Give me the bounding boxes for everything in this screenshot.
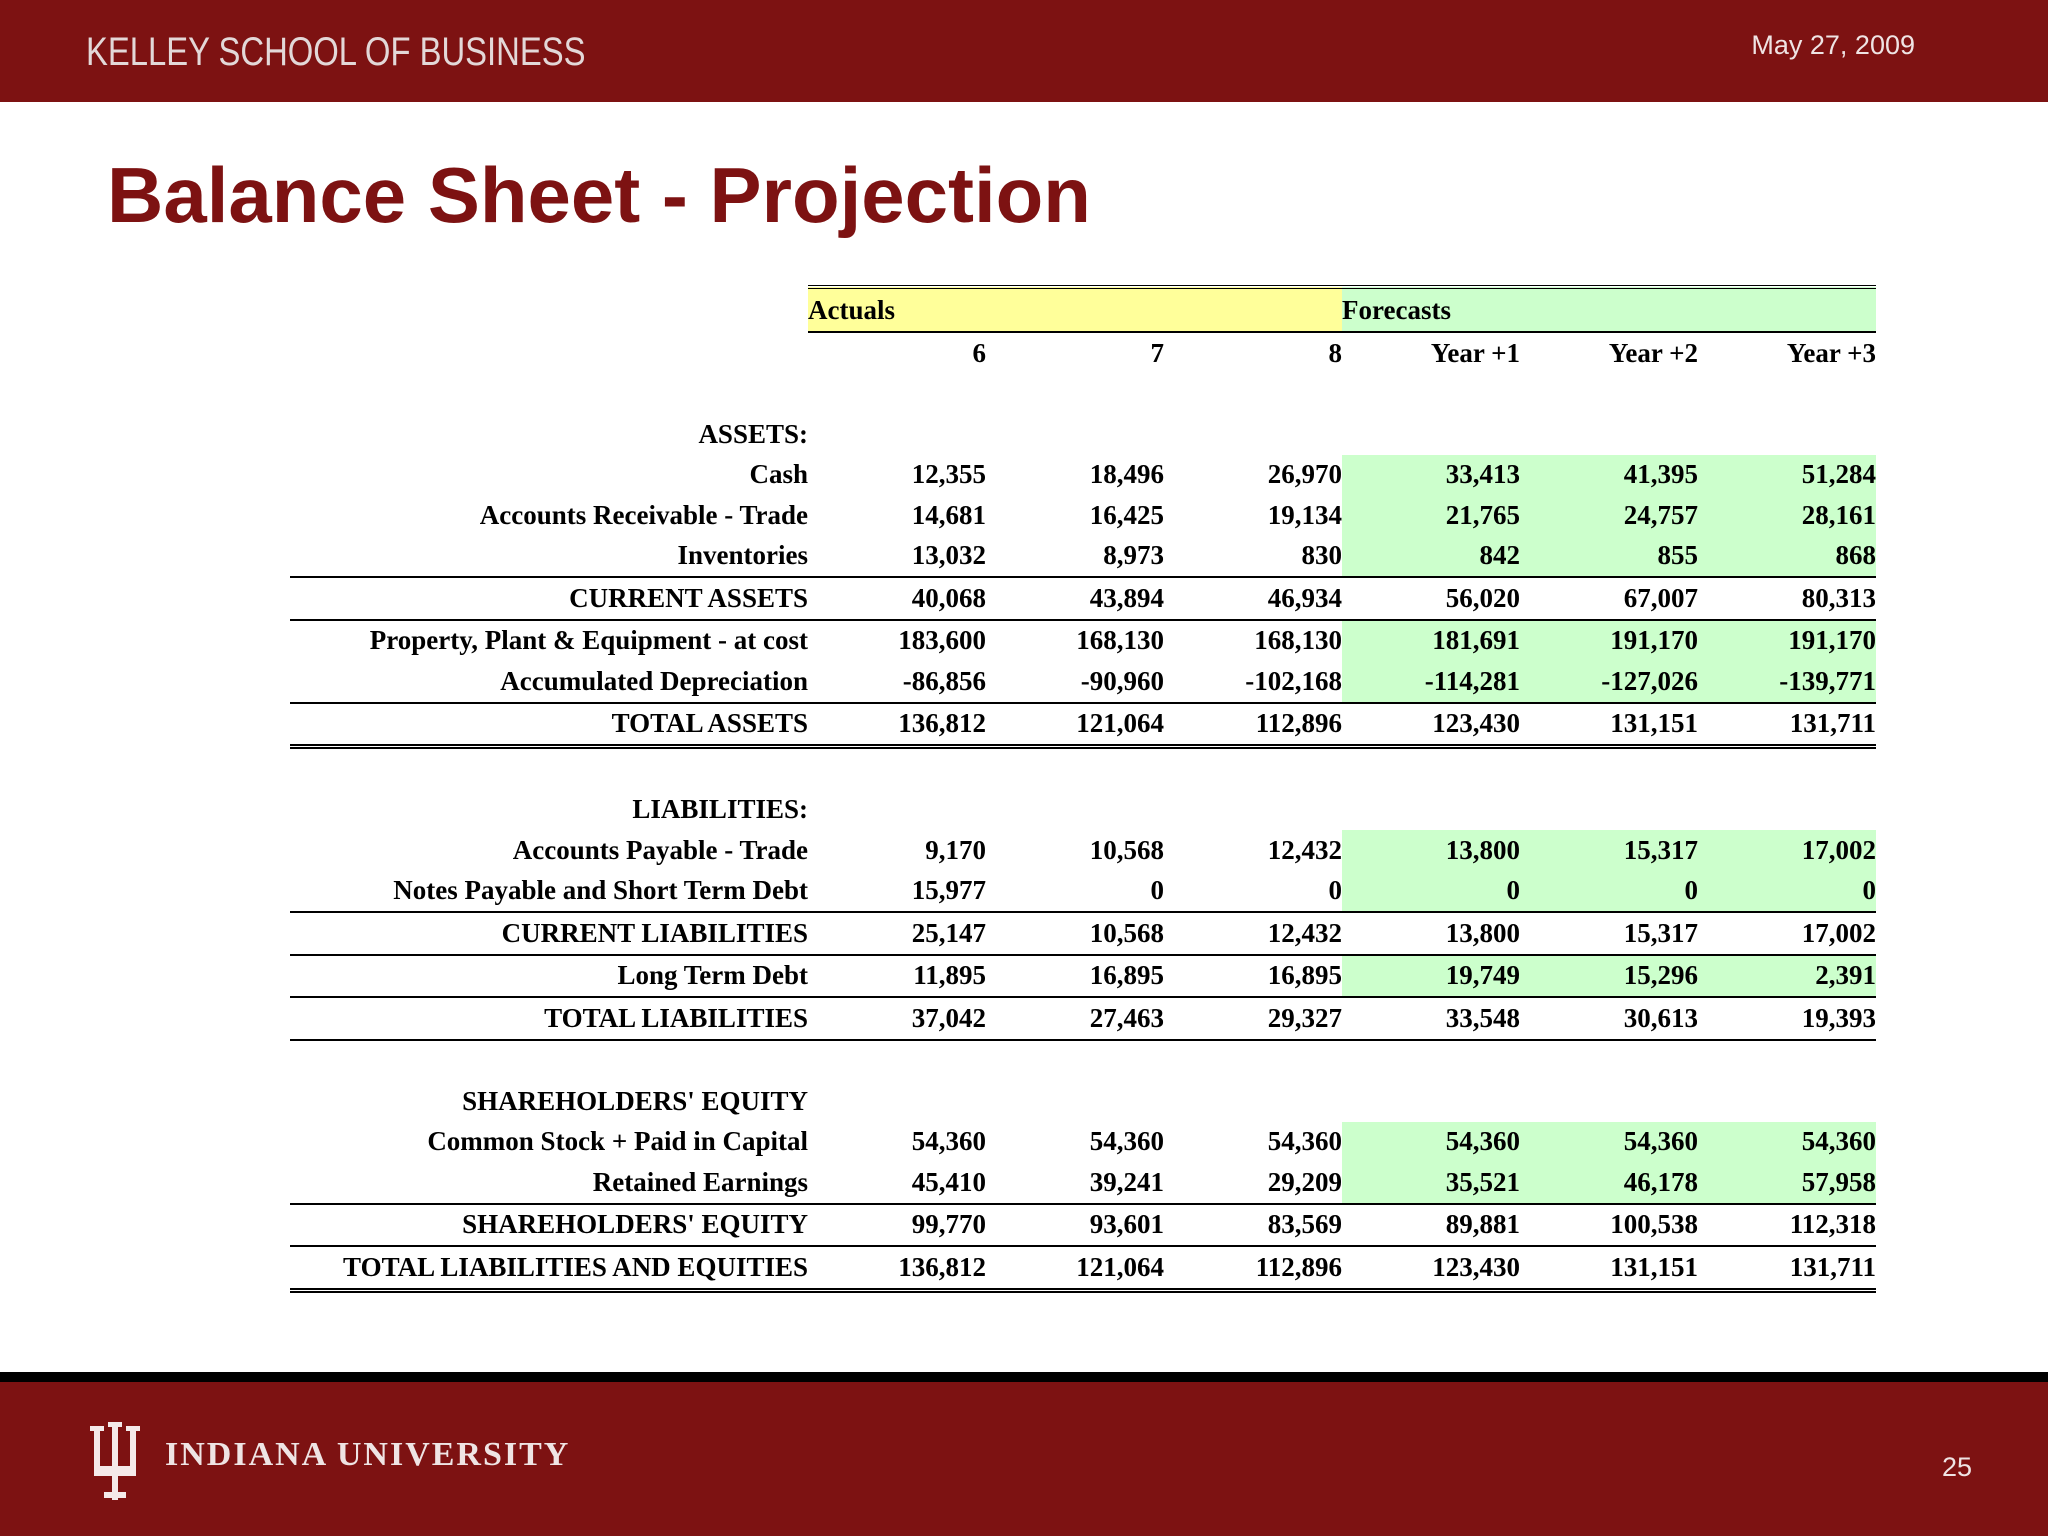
table-row	[290, 536, 1876, 578]
row-label: Accounts Payable - Trade	[512, 834, 808, 865]
value-cell: 123,430	[1342, 703, 1520, 747]
value-cell: 181,691	[1342, 620, 1520, 662]
value-cell: 29,327	[1164, 997, 1342, 1040]
value-cell: 191,170	[1698, 620, 1876, 662]
value-cell: -139,771	[1698, 661, 1876, 703]
value-cell: 29,209	[1164, 1162, 1342, 1204]
section-heading-row	[290, 790, 1876, 831]
value-cell: 11,895	[808, 955, 986, 998]
value-cell: 131,711	[1698, 1246, 1876, 1290]
value-cell: 54,360	[911, 1126, 986, 1157]
row-label: TOTAL LIABILITIES	[290, 997, 808, 1040]
header-bar	[0, 0, 2048, 102]
value-cell: 33,548	[1342, 997, 1520, 1040]
school-name: KELLEY SCHOOL OF BUSINESS	[86, 30, 586, 74]
column-header-row	[290, 332, 1876, 374]
value-cell: 123,430	[1342, 1246, 1520, 1290]
value-cell: 15,317	[1520, 912, 1698, 955]
value-cell: 121,064	[986, 703, 1164, 747]
value-cell: 17,002	[1698, 830, 1876, 871]
actuals-band: Actuals	[808, 287, 1342, 332]
value-cell: 37,042	[808, 997, 986, 1040]
footer-bar	[0, 1372, 2048, 1536]
value-cell: 168,130	[1076, 625, 1164, 656]
table-row	[290, 661, 1876, 703]
row-label: SHAREHOLDERS' EQUITY	[290, 1204, 808, 1247]
value-cell: 54,360	[1698, 1122, 1876, 1163]
value-cell: -114,281	[1342, 661, 1520, 703]
value-cell: 0	[1698, 871, 1876, 913]
value-cell: 14,681	[911, 499, 986, 530]
value-cell: 112,896	[1164, 1246, 1342, 1290]
table-row	[290, 1204, 1876, 1247]
section-heading-row	[290, 414, 1876, 455]
row-label: Accumulated Depreciation	[290, 661, 808, 703]
value-cell: 0	[1342, 871, 1520, 913]
row-label: Long Term Debt	[290, 955, 808, 998]
row-label: Cash	[749, 459, 808, 490]
value-cell: 99,770	[808, 1204, 986, 1247]
table-row	[290, 997, 1876, 1040]
page-number: 25	[1941, 1452, 1972, 1482]
row-label: Accounts Receivable - Trade	[479, 499, 808, 530]
row-label: Common Stock + Paid in Capital	[427, 1126, 808, 1157]
value-cell: -90,960	[986, 661, 1164, 703]
value-cell: 121,064	[986, 1246, 1164, 1290]
value-cell: 13,800	[1342, 830, 1520, 871]
value-cell: 25,147	[808, 912, 986, 955]
value-cell: 830	[1164, 536, 1342, 578]
value-cell: 0	[1520, 871, 1698, 913]
value-cell: 12,355	[911, 459, 986, 490]
value-cell: 45,410	[808, 1162, 986, 1204]
value-cell: 33,413	[1342, 455, 1520, 496]
table-row	[290, 871, 1876, 913]
period-band-row	[290, 287, 1876, 332]
value-cell: 16,895	[1164, 955, 1342, 998]
value-cell: 112,318	[1698, 1204, 1876, 1247]
value-cell: 54,360	[1342, 1122, 1520, 1163]
value-cell: 842	[1342, 536, 1520, 578]
value-cell: 27,463	[986, 997, 1164, 1040]
value-cell: 13,800	[1342, 912, 1520, 955]
section-heading: LIABILITIES:	[632, 794, 808, 825]
value-cell: 0	[1164, 871, 1342, 913]
value-cell: 2,391	[1698, 955, 1876, 998]
column-header: 7	[1150, 337, 1164, 368]
value-cell: 46,934	[1164, 577, 1342, 620]
column-header: 6	[972, 337, 986, 368]
value-cell: 93,601	[986, 1204, 1164, 1247]
row-label: CURRENT LIABILITIES	[290, 912, 808, 955]
value-cell: 16,425	[1089, 499, 1164, 530]
column-header: Year +3	[1786, 337, 1876, 368]
value-cell: 67,007	[1520, 577, 1698, 620]
value-cell: 41,395	[1520, 455, 1698, 496]
table-row	[290, 1122, 1876, 1163]
table-row	[290, 495, 1876, 536]
forecasts-band: Forecasts	[1342, 287, 1876, 332]
table-row	[290, 955, 1876, 998]
table-row	[290, 1162, 1876, 1204]
value-cell: 15,977	[808, 871, 986, 913]
value-cell: 855	[1520, 536, 1698, 578]
value-cell: -127,026	[1520, 661, 1698, 703]
row-label: Property, Plant & Equipment - at cost	[369, 625, 808, 656]
value-cell: 9,170	[925, 834, 986, 865]
value-cell: 131,151	[1520, 703, 1698, 747]
value-cell: 35,521	[1342, 1162, 1520, 1204]
value-cell: 100,538	[1520, 1204, 1698, 1247]
row-label: TOTAL LIABILITIES AND EQUITIES	[290, 1246, 808, 1290]
section-heading: ASSETS:	[698, 418, 808, 449]
table-row	[290, 1246, 1876, 1290]
value-cell: 868	[1698, 536, 1876, 578]
value-cell: 54,360	[1089, 1126, 1164, 1157]
value-cell: 136,812	[808, 703, 986, 747]
value-cell: 15,317	[1520, 830, 1698, 871]
table-row	[290, 455, 1876, 496]
value-cell: 16,895	[986, 955, 1164, 998]
row-label: TOTAL ASSETS	[290, 703, 808, 747]
value-cell: 39,241	[986, 1162, 1164, 1204]
value-cell: 46,178	[1520, 1162, 1698, 1204]
slide-title: Balance Sheet - Projection	[107, 151, 1091, 239]
value-cell: 112,896	[1164, 703, 1342, 747]
value-cell: 12,432	[1267, 834, 1342, 865]
value-cell: 28,161	[1698, 495, 1876, 536]
value-cell: 19,749	[1342, 955, 1520, 998]
value-cell: 51,284	[1698, 455, 1876, 496]
table-row	[290, 830, 1876, 871]
value-cell: 0	[986, 871, 1164, 913]
value-cell: 183,600	[898, 625, 986, 656]
value-cell: 19,393	[1698, 997, 1876, 1040]
value-cell: 131,711	[1698, 703, 1876, 747]
row-label: Retained Earnings	[290, 1162, 808, 1204]
table-row	[290, 703, 1876, 747]
value-cell: 54,360	[1267, 1126, 1342, 1157]
value-cell: 80,313	[1698, 577, 1876, 620]
table-row	[290, 577, 1876, 620]
value-cell: 24,757	[1520, 495, 1698, 536]
row-label: CURRENT ASSETS	[290, 577, 808, 620]
value-cell: 191,170	[1520, 620, 1698, 662]
value-cell: 43,894	[986, 577, 1164, 620]
value-cell: 10,568	[1089, 834, 1164, 865]
value-cell: 83,569	[1164, 1204, 1342, 1247]
iu-trident-logo	[86, 1422, 144, 1500]
column-header: Year +2	[1608, 337, 1698, 368]
value-cell: -86,856	[808, 661, 986, 703]
value-cell: 15,296	[1520, 955, 1698, 998]
column-header: 8	[1328, 337, 1342, 368]
value-cell: 40,068	[808, 577, 986, 620]
section-heading-row	[290, 1081, 1876, 1122]
balance-sheet-table	[290, 285, 1876, 1293]
value-cell: 10,568	[986, 912, 1164, 955]
table-row	[290, 620, 1876, 662]
value-cell: 21,765	[1342, 495, 1520, 536]
value-cell: 19,134	[1267, 499, 1342, 530]
value-cell: 18,496	[1089, 459, 1164, 490]
value-cell: -102,168	[1164, 661, 1342, 703]
row-label: Inventories	[290, 536, 808, 578]
value-cell: 17,002	[1698, 912, 1876, 955]
section-heading: SHAREHOLDERS' EQUITY	[462, 1085, 808, 1116]
value-cell: 131,151	[1520, 1246, 1698, 1290]
university-name: INDIANA UNIVERSITY	[165, 1436, 571, 1473]
value-cell: 89,881	[1342, 1204, 1520, 1247]
row-label: Notes Payable and Short Term Debt	[290, 871, 808, 913]
value-cell: 12,432	[1164, 912, 1342, 955]
value-cell: 57,958	[1698, 1162, 1876, 1204]
value-cell: 54,360	[1520, 1122, 1698, 1163]
table-row	[290, 912, 1876, 955]
value-cell: 136,812	[808, 1246, 986, 1290]
value-cell: 26,970	[1267, 459, 1342, 490]
column-header: Year +1	[1430, 337, 1520, 368]
value-cell: 168,130	[1254, 625, 1342, 656]
value-cell: 8,973	[986, 536, 1164, 578]
value-cell: 56,020	[1342, 577, 1520, 620]
value-cell: 30,613	[1520, 997, 1698, 1040]
slide-date: May 27, 2009	[1751, 30, 1915, 60]
value-cell: 13,032	[808, 536, 986, 578]
